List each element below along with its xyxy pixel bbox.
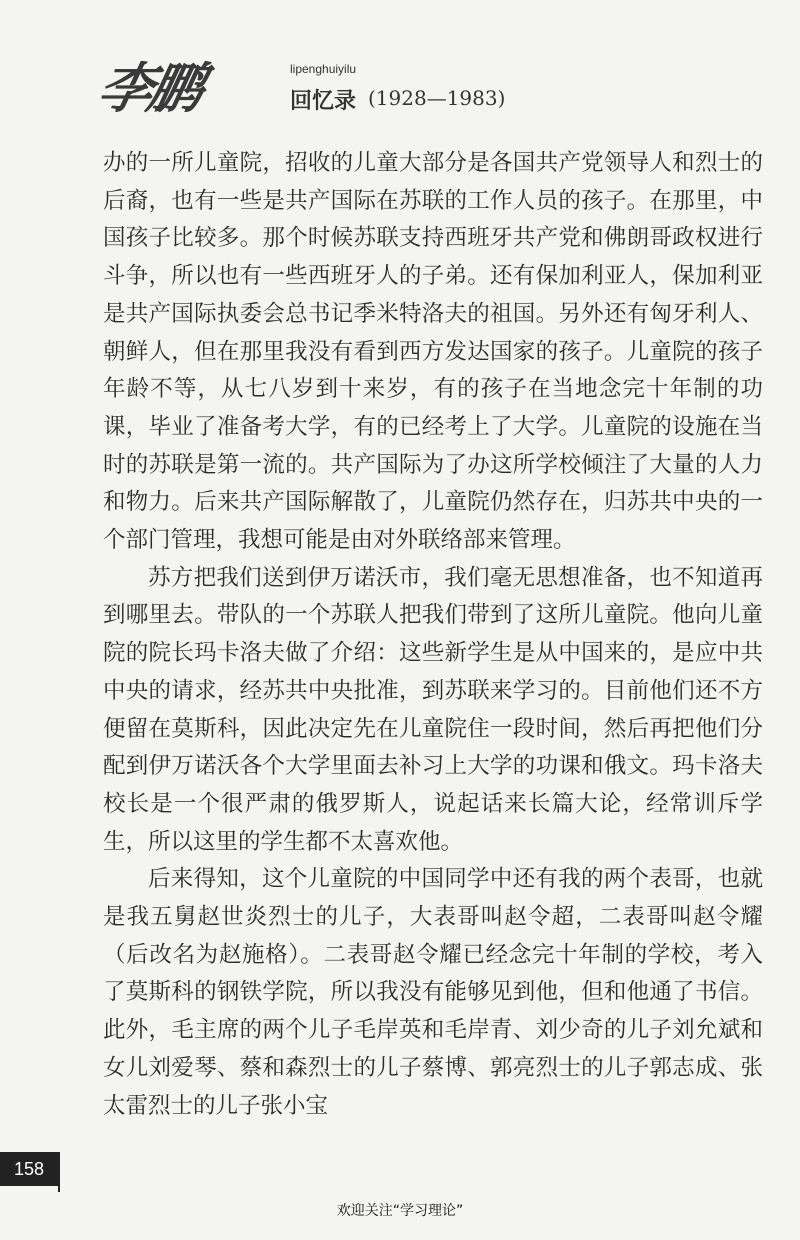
page-edge-divider bbox=[58, 1152, 60, 1192]
page-body bbox=[103, 145, 763, 1125]
paragraph-2: 苏方把我们送到伊万诺沃市，我们毫无思想准备，也不知道再到哪里去。带队的一个苏联人把我们带到了这所儿童院。他向儿童院的院长玛卡洛夫做了介绍：这些新学生是从中国来的，是应中共中央的请求，经苏共中央批准，到苏联来学习的。目前他们还不方便留在莫斯科，因此决定先在儿童院住一段时间，然后再把他们分配到伊万诺沃各个大学里面去补习上大学的功课和俄文。玛卡洛夫校长是一个很严肃的俄罗斯人，说起话来长篇大论，经常训斥学生，所以这里的学生都不太喜欢他。 bbox=[103, 564, 763, 855]
page-number: 158 bbox=[0, 1152, 58, 1186]
pinyin-subtitle: lipenghuiyilu bbox=[290, 62, 357, 76]
book-header bbox=[92, 40, 600, 120]
book-title: 回忆录 bbox=[290, 88, 357, 114]
paragraph-3: 后来得知，这个儿童院的中国同学中还有我的两个表哥，也就是我五舅赵世炎烈士的儿子，大表哥叫赵令超，二表哥叫赵令耀（后改名为赵施格）。二表哥赵令耀已经念完十年制的学校，考入了莫斯科的钢铁学院，所以我没有能够见到他，但和他通了书信。此外，毛主席的两个儿子毛岸英和毛岸青、刘少奇的儿子刘允斌和女儿刘爱琴、蔡和森烈士的儿子蔡博、郭亮烈士的儿子郭志成、张太雷烈士的儿子张小宝 bbox=[103, 866, 763, 1119]
footer-caption: 欢迎关注“学习理论” bbox=[336, 1203, 464, 1219]
paragraph-1: 办的一所儿童院，招收的儿童大部分是各国共产党领导人和烈士的后裔，也有一些是共产国际在苏联的工作人员的孩子。在那里，中国孩子比较多。那个时候苏联支持西班牙共产党和佛朗哥政权进行斗争，所以也有一些西班牙人的子弟。还有保加利亚人，保加利亚是共产国际执委会总书记季米特洛夫的祖国。另外还有匈牙利人、朝鲜人，但在那里我没有看到西方发达国家的孩子。儿童院的孩子年龄不等，从七八岁到十来岁，有的孩子在当地念完十年制的功课，毕业了准备考大学，有的已经考上了大学。儿童院的设施在当时的苏联是第一流的。共产国际为了办这所学校倾注了大量的人力和物力。后来共产国际解散了，儿童院仍然存在，归苏共中央的一个部门管理，我想可能是由对外联络部来管理。 bbox=[103, 150, 763, 554]
author-calligraphy-logo: 李鹏 bbox=[92, 56, 207, 120]
book-years: (1928—1983) bbox=[368, 86, 506, 110]
